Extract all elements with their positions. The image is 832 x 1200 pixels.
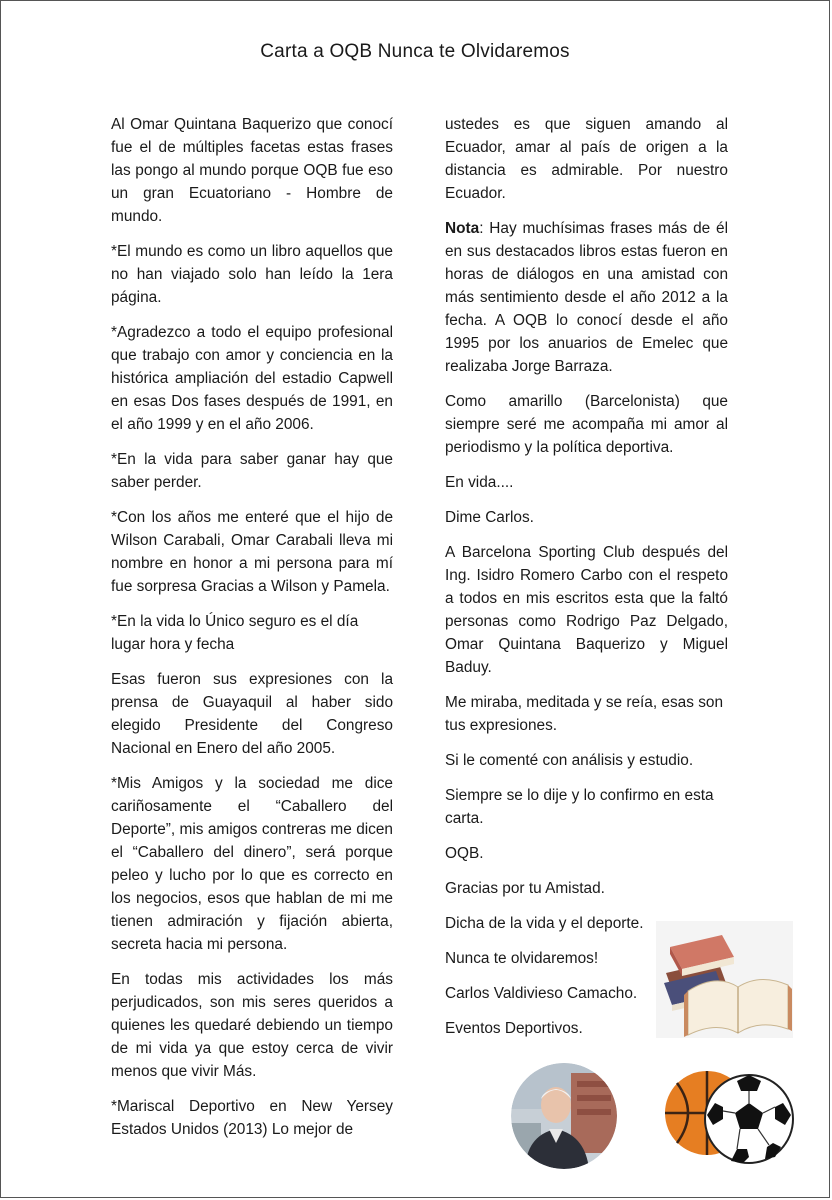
paragraph: Me miraba, meditada y se reía, esas son tus expresiones. — [445, 694, 724, 734]
page-title: Carta a OQB Nunca te Olvidaremos — [260, 41, 570, 62]
paragraph: Carlos Valdivieso Camacho. — [445, 985, 638, 1002]
paragraph: A Barcelona Sporting Club después del Ing. Isidro Romero Carbo con el respeto a todos en mis escritos esta que la faltó personas como Rodrigo Paz Delgado, Omar Quintana Baquerizo y Miguel Baduy. — [445, 544, 728, 676]
paragraph: Como amarillo (Barcelonista) que siempre seré me acompaña mi amor al periodismo y la política deportiva. — [445, 393, 728, 456]
paragraph: Siempre se lo dije y lo confirmo en esta carta. — [445, 787, 714, 827]
paragraph: Eventos Deportivos. — [445, 1020, 583, 1037]
paragraph: En vida.... — [445, 474, 514, 491]
paragraph: *Mis Amigos y la sociedad me dice cariñosamente el “Caballero del Deporte”, mis amigos contreras me dicen el “Caballero del dinero”, será porque peleo y lucho por lo que es correcto en los negocios, esos que hablan de mi me tienen admiración y fijación abierta, secreta hacia mi persona. — [111, 775, 393, 953]
paragraph: *En la vida para saber ganar hay que saber perder. — [111, 451, 393, 491]
paragraph: OQB. — [445, 845, 484, 862]
paragraph: *Mariscal Deportivo en New Yersey Estados Unidos (2013) Lo mejor de — [111, 1098, 393, 1138]
paragraph: Dime Carlos. — [445, 509, 534, 526]
paragraph: Gracias por tu Amistad. — [445, 880, 605, 897]
note-label: Nota — [445, 220, 480, 237]
paragraph: *Agradezco a todo el equipo profesional que trabajo con amor y conciencia en la histórica ampliación del estadio Capwell en esas Dos fases después de 1991, en el año 1999 y en el año 2006. — [111, 324, 393, 433]
soccer-ball-icon — [705, 1075, 793, 1163]
portrait-photo — [511, 1063, 617, 1169]
right-column — [445, 113, 728, 1052]
paragraph: *El mundo es como un libro aquellos que no han viajado solo han leído la 1era página. — [111, 243, 393, 306]
note-paragraph — [445, 217, 728, 378]
paragraph: Esas fueron sus expresiones con la prensa de Guayaquil al haber sido elegido Presidente del Congreso Nacional en Enero del año 2005. — [111, 671, 393, 757]
sports-balls-illustration — [665, 1067, 795, 1169]
note-text: : Hay muchísimas frases más de él en sus destacados libros estas fueron en horas de diálogos en una amistad con más sentimiento desde el año 2012 a la fecha. A OQB lo conocí desde el año 1995 por los anuarios de Emelec que realizaba Jorge Barraza. — [445, 220, 728, 375]
books-illustration — [656, 921, 793, 1038]
left-column — [111, 113, 393, 1153]
paragraph: Al Omar Quintana Baquerizo que conocí fue el de múltiples facetas estas frases las pongo al mundo porque OQB fue eso un gran Ecuatoriano - Hombre de mundo. — [111, 116, 393, 225]
paragraph: En todas mis actividades los más perjudicados, son mis seres queridos a quienes les quedaré debiendo un tiempo de mi vida ya que estoy cerca de vivir menos que vivir Más. — [111, 971, 393, 1080]
paragraph: Nunca te olvidaremos! — [445, 950, 599, 967]
paragraph: *En la vida lo Único seguro es el día lugar hora y fecha — [111, 613, 359, 653]
paragraph: Si le comenté con análisis y estudio. — [445, 752, 694, 769]
paragraph: ustedes es que siguen amando al Ecuador, amar al país de origen a la distancia es admirable. Por nuestro Ecuador. — [445, 116, 728, 202]
paragraph: *Con los años me enteré que el hijo de Wilson Carabali, Omar Carabali lleva mi nombre en honor a mi persona para mí fue sorpresa Gracias a Wilson y Pamela. — [111, 509, 393, 595]
paragraph: Dicha de la vida y el deporte. — [445, 915, 644, 932]
